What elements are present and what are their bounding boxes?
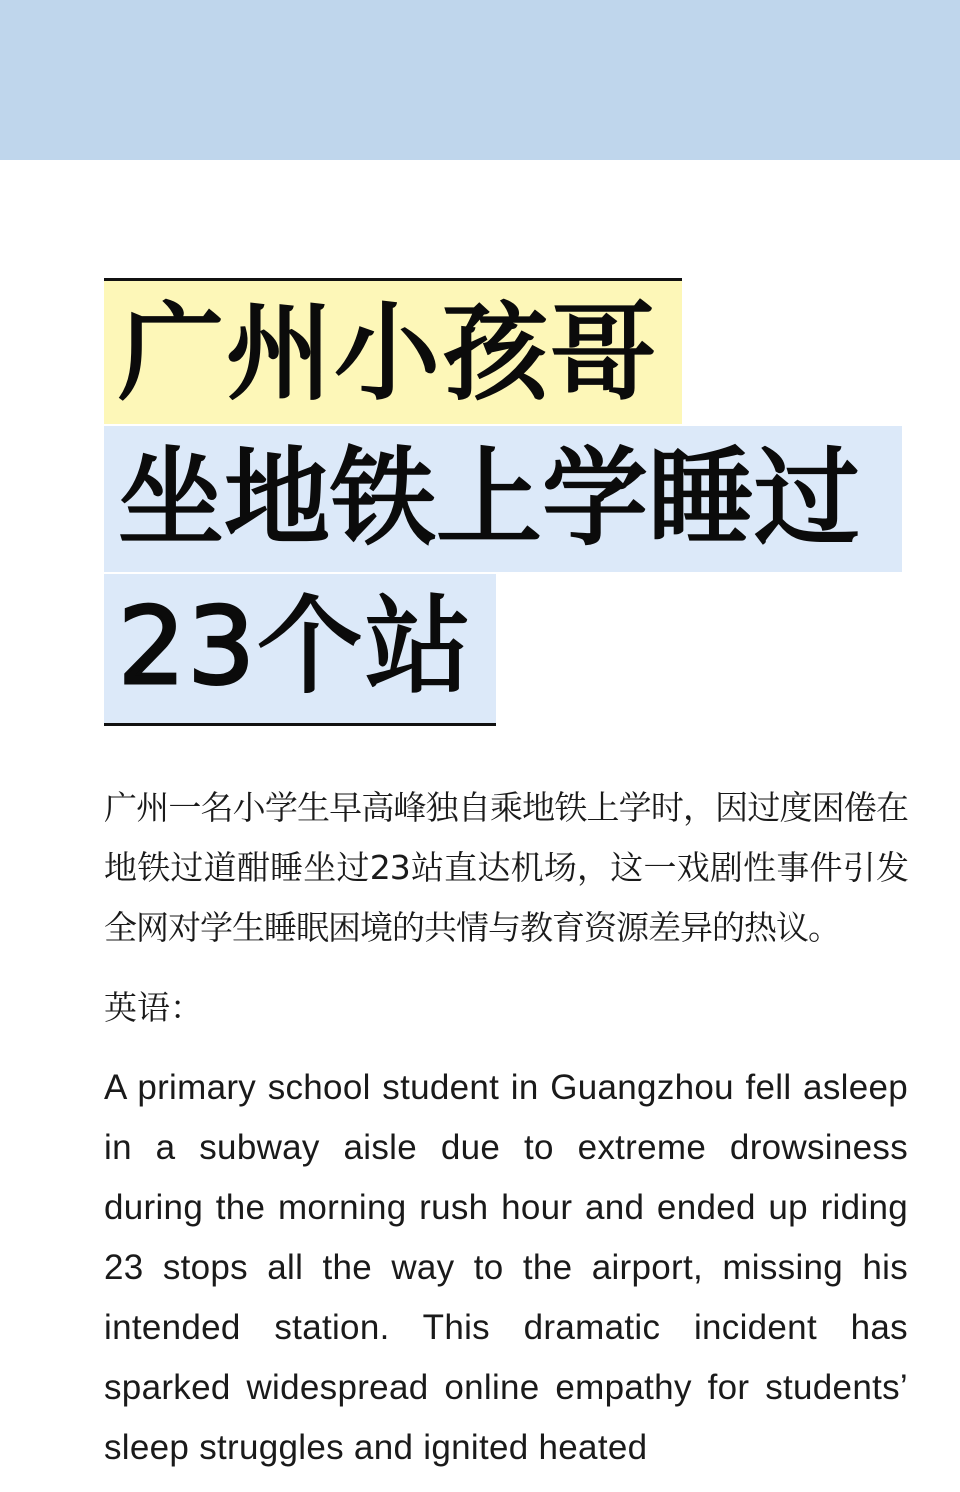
- english-label: 英语：: [104, 988, 203, 1027]
- headline-line-2: 坐地铁上学睡过: [104, 426, 902, 572]
- chinese-paragraph: 广州一名小学生早高峰独自乘地铁上学时，因过度困倦在地铁过道酣睡坐过23站直达机场，这一戏剧性事件引发全网对学生睡眠困境的共情与教育资源差异的热议。: [104, 788, 908, 947]
- headline-line-1: 广州小孩哥: [104, 278, 682, 424]
- english-paragraph: A primary school student in Guangzhou fell asleep in a subway aisle due to extreme drowsiness during the morning rush hour and ended up riding 23 stops all the way to the airport, missing his intended station. This dramatic incident has sparked widespread online empathy for students’ sleep struggles and ignited heated: [104, 1068, 908, 1467]
- headline-line-3: 23个站: [104, 574, 496, 726]
- top-banner: [0, 0, 960, 160]
